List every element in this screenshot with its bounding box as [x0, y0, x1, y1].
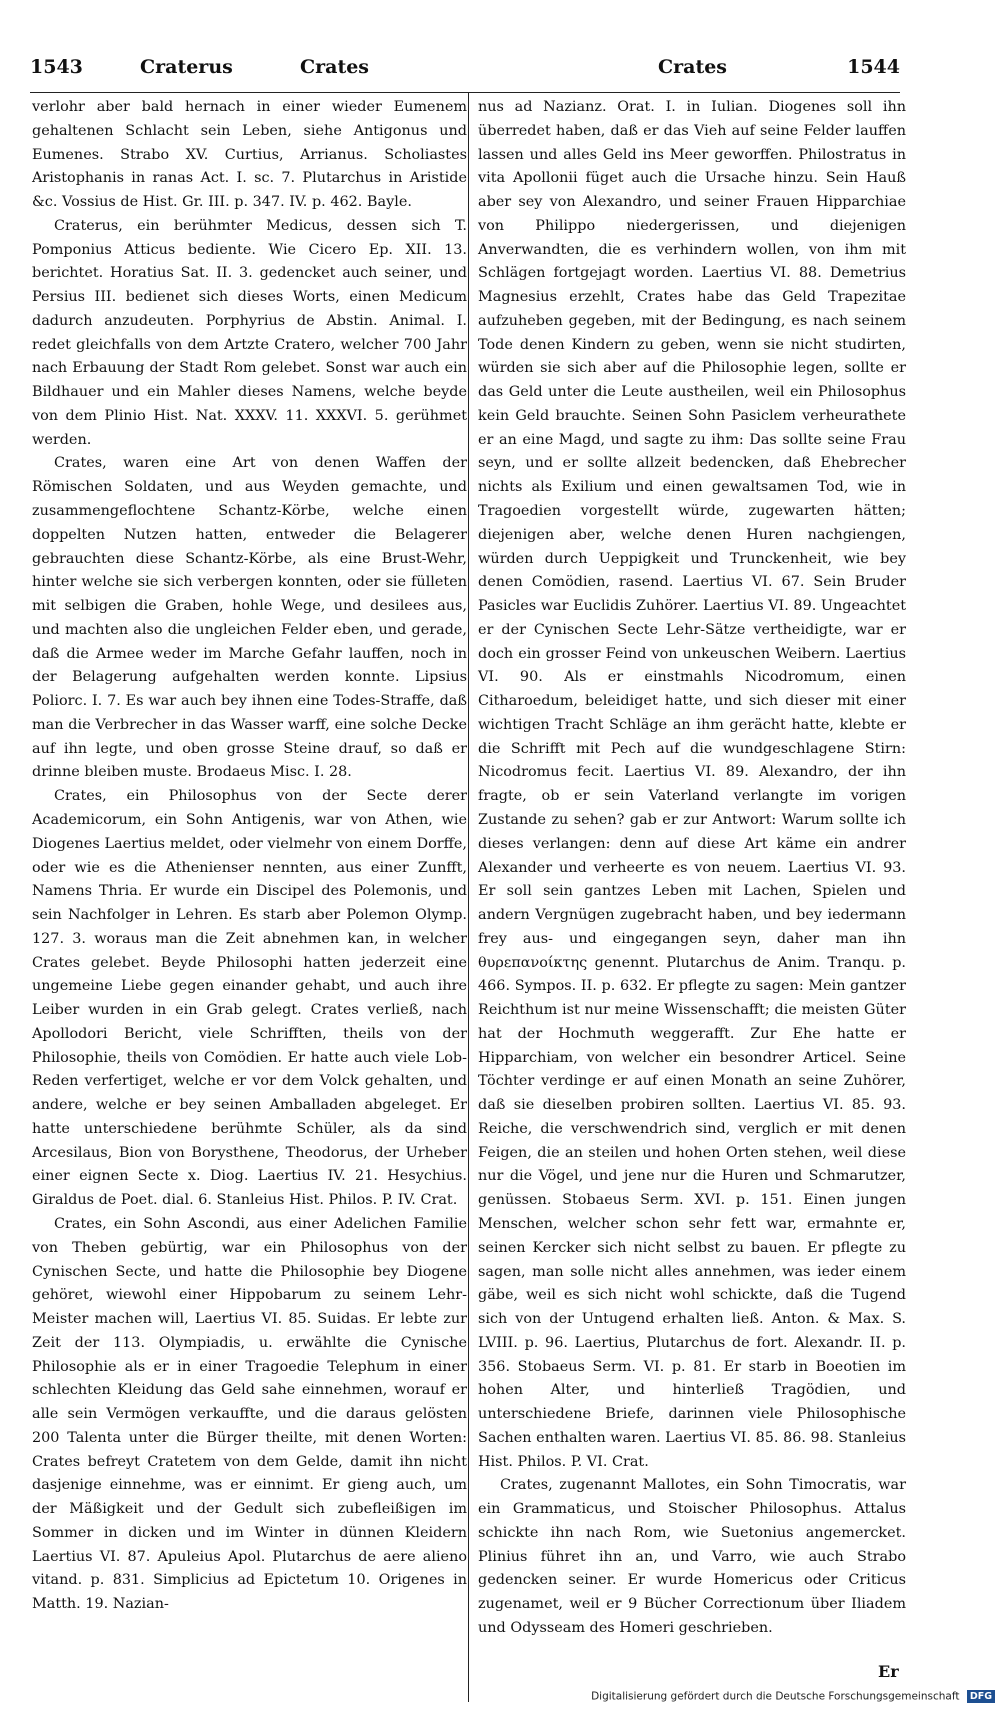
right-page-number: 1544	[847, 56, 900, 78]
running-header	[30, 56, 900, 86]
right-column	[478, 96, 906, 1641]
dfg-logo: DFG	[967, 1690, 995, 1703]
left-column	[32, 96, 467, 1617]
left-headword-1: Craterus	[140, 56, 233, 78]
left-headword-2: Crates	[300, 56, 370, 78]
paragraph: Crates, ein Philosophus von der Secte derer Academicorum, ein Sohn Antigenis, war von Athen, wie Diogenes Laertius meldet, oder vielmehr von einem Dorffe, oder wie es die Athenienser nennten, aus einer Zunfft, Namens Thria. Er wurde ein Discipel des Polemonis, und sein Nachfolger in Lehren. Es starb aber Polemon Olymp. 127. 3. woraus man die Zeit abnehmen kan, in welcher Crates gelebet. Beyde Philosophi hatten jederzeit eine ungemeine Liebe gegen einander gehabt, und auch ihre Leiber wurden in ein Grab gelegt. Crates verließ, nach Apollodori Bericht, viele Schrifften, theils von der Philosophie, theils von Comödien. Er hatte auch viele Lob-Reden verfertiget, welche er vor dem Volck gehalten, und andere, welche er bey seinen Amballaden abgeleget. Er hatte unterschiedene berühmte Schüler, als da sind Arcesilaus, Bion von Borysthene, Theodorus, der Urheber einer eignen Secte x. Diog. Laertius IV. 21. Hesychius. Giraldus de Poet. dial. 6. Stanleius Hist. Philos. P. IV. Crat.	[32, 788, 467, 1209]
catchword: Er	[878, 1662, 899, 1681]
footer-text: Digitalisierung gefördert durch die Deutsche Forschungsgemeinschaft	[591, 1690, 960, 1703]
header-rule	[30, 92, 900, 93]
paragraph: Craterus, ein berühmter Medicus, dessen sich T. Pomponius Atticus bediente. Wie Cicero Ep. XII. 13. berichtet. Horatius Sat. II. 3. gedencket auch seiner, und Persius III. bedienet sich dieses Worts, einen Medicum dadurch anzudeuten. Porphyrius de Abstin. Animal. I. redet gleichfalls von dem Artzte Cratero, welcher 700 Jahr nach Erbauung der Stadt Rom gelebet. Sonst war auch ein Bildhauer und ein Mahler dieses Namens, welche beyde von dem Plinio Hist. Nat. XXXV. 11. XXXVI. 5. gerühmet werden.	[32, 217, 467, 448]
digitization-footer	[440, 1690, 995, 1708]
paragraph: Crates, ein Sohn Ascondi, aus einer Adelichen Familie von Theben gebürtig, war ein Philosophus von der Cynischen Secte, und hatte die Philosophie bey Diogene gehöret, wiewohl einer Hippobarum zu seinem Lehr-Meister machen will, Laertius VI. 85. Suidas. Er lebte zur Zeit der 113. Olympiadis, u. erwählte die Cynische Philosophie als er in einer Tragoedie Telephum in einer schlechten Kleidung das Geld sahe einnehmen, worauf er alle sein Vermögen verkauffte, und die daraus gelösten 200 Talenta unter die Bürger theilte, mit denen Worten: Crates befreyt Cratetem von dem Gelde, damit ihn nicht dasjenige einnehme, was er einnimt. Er gieng auch, um der Mäßigkeit und der Gedult sich zubefleißigen im Sommer in dicken und im Winter in dünnen Kleidern Laertius VI. 87. Apuleius Apol. Plutarchus de aere alieno vitand. p. 831. Simplicius ad Epictetum 10. Origenes in Matth. 19. Nazian-	[32, 1215, 467, 1613]
left-page-number: 1543	[30, 56, 83, 78]
paragraph: Crates, waren eine Art von denen Waffen der Römischen Soldaten, und aus Weyden gemachte, und zusammengeflochtene Schantz-Körbe, welche einen doppelten Nutzen hatten, entweder die Belagerer gebrauchten diese Schantz-Körbe, als eine Brust-Wehr, hinter welche sie sich verbergen konnten, oder sie fülleten mit selbigen die Graben, hohle Wege, und desilees aus, und machten also die ungleichen Felder eben, und gerade, daß die Armee weder im Marche Gefahr lauffen, noch in der Belagerung aufgehalten werden konnte. Lipsius Poliorc. I. 7. Es war auch bey ihnen eine Todes-Straffe, daß man die Verbrecher in das Wasser warff, eine solche Decke auf ihn legte, und oben grosse Steine drauf, so daß er drinne bleiben muste. Brodaeus Misc. I. 28.	[32, 455, 467, 781]
paragraph: Crates, zugenannt Mallotes, ein Sohn Timocratis, war ein Grammaticus, und Stoischer Philosophus. Attalus schickte ihn nach Rom, wie Suetonius angemercket. Plinius führet ihn an, und Varro, wie auch Strabo gedencken seiner. Er wurde Homericus oder Criticus zugenamet, weil er 9 Bücher Correctionum über Iliadem und Odysseam des Homeri geschrieben.	[478, 1477, 906, 1636]
paragraph: verlohr aber bald hernach in einer wieder Eumenem gehaltenen Schlacht sein Leben, siehe Antigonus und Eumenes. Strabo XV. Curtius, Arrianus. Scholiastes Aristophanis in ranas Act. I. sc. 7. Plutarchus in Aristide &c. Vossius de Hist. Gr. III. p. 347. IV. p. 462. Bayle.	[32, 99, 467, 211]
right-headword: Crates	[658, 56, 728, 78]
paragraph: nus ad Nazianz. Orat. I. in Iulian. Diogenes soll ihn überredet haben, daß er das Vieh auf seine Felder lauffen lassen und alles Geld ins Meer geworffen. Philostratus in vita Apollonii füget auch die Ursache hinzu. Sein Hauß aber sey von Alexandro, und seiner Frauen Hipparchiae von Philippo niedergerissen, und diejenigen Anverwandten, die es verhindern wollen, von ihm mit Schlägen fortgejagt worden. Laertius VI. 88. Demetrius Magnesius erzehlt, Crates habe das Geld Trapezitae aufzuheben gegeben, mit der Bedingung, es nach seinem Tode denen Kindern zu geben, wenn sie nicht studirten, würden sie sich aber auf die Philosophie legen, sollte er das Geld unter die Leute austheilen, weil ein Philosophus kein Geld brauchte. Seinen Sohn Pasiclem verheurathete er an eine Magd, und sagte zu ihm: Das sollte seine Frau seyn, und er sollte allzeit bedencken, daß Ehebrecher nichts als Exilium und einen gewaltsamen Tod, wie in Tragoedien vorgestellt würde, zugewarten hätten; diejenigen aber, welche denen Huren nachgiengen, würden durch Ueppigkeit und Trunckenheit, wie bey denen Comödien, rasend. Laertius VI. 67. Sein Bruder Pasicles war Euclidis Zuhörer. Laertius VI. 89. Ungeachtet er der Cynischen Secte Lehr-Sätze vertheidigte, war er doch ein grosser Feind von unkeuschen Weibern. Laertius VI. 90. Als er einstmahls Nicodromum, einen Citharoedum, beleidiget hatte, und sich dieser mit einer wichtigen Tracht Schläge an ihm gerächt hatte, klebte er die Schrifft mit Pech auf die wundgeschlagene Stirn: Nicodromus fecit. Laertius VI. 89. Alexandro, der ihn fragte, ob er sein Vaterland verlangte im vorigen Zustande zu sehen? gab er zur Antwort: Warum sollte ich dieses verlangen: denn auf diese Art käme ein andrer Alexander und verheerte es von neuem. Laertius VI. 93. Er soll sein gantzes Leben mit Lachen, Spielen und andern Vergnügen zugebracht haben, und bey iedermann frey aus- und eingegangen seyn, daher man ihn θυρεπανοίκτης genennt. Plutarchus de Anim. Tranqu. p. 466. Sympos. II. p. 632. Er pflegte zu sagen: Mein gantzer Reichthum ist nur meine Wissenschafft; die meisten Güter hat der Hochmuth weggerafft. Zur Ehe hatte er Hipparchiam, von welcher ein besondrer Articel. Seine Töchter verdinge er auf einen Monath an seine Zuhörer, daß sie dieselben probiren sollten. Laertius VI. 85. 93. Reiche, die verschwendrich sind, verglich er mit denen Feigen, die an steilen und hohen Orten stehen, weil diese nur die Vögel, und jene nur die Huren und Schmarutzer, genüssen. Stobaeus Serm. XVI. p. 151. Einen jungen Menschen, welcher schon sehr fett war, ermahnte er, seinen Kercker sich nicht selbst zu bauen. Er pflegte zu sagen, man solle nicht alles annehmen, was ieder einem gäbe, weil es sich nicht wohl schickte, daß die Tugend sich von der Untugend erhalten ließ. Anton. & Max. S. LVIII. p. 96. Laertius, Plutarchus de fort. Alexandr. II. p. 356. Stobaeus Serm. VI. p. 81. Er starb in Boeotien im hohen Alter, und hinterließ Tragödien, und unterschiedene Briefe, darinnen viele Philosophische Sachen enthalten waren. Laertius VI. 85. 86. 98. Stanleius Hist. Philos. P. VI. Crat.	[478, 99, 906, 1470]
column-divider	[468, 92, 469, 1702]
